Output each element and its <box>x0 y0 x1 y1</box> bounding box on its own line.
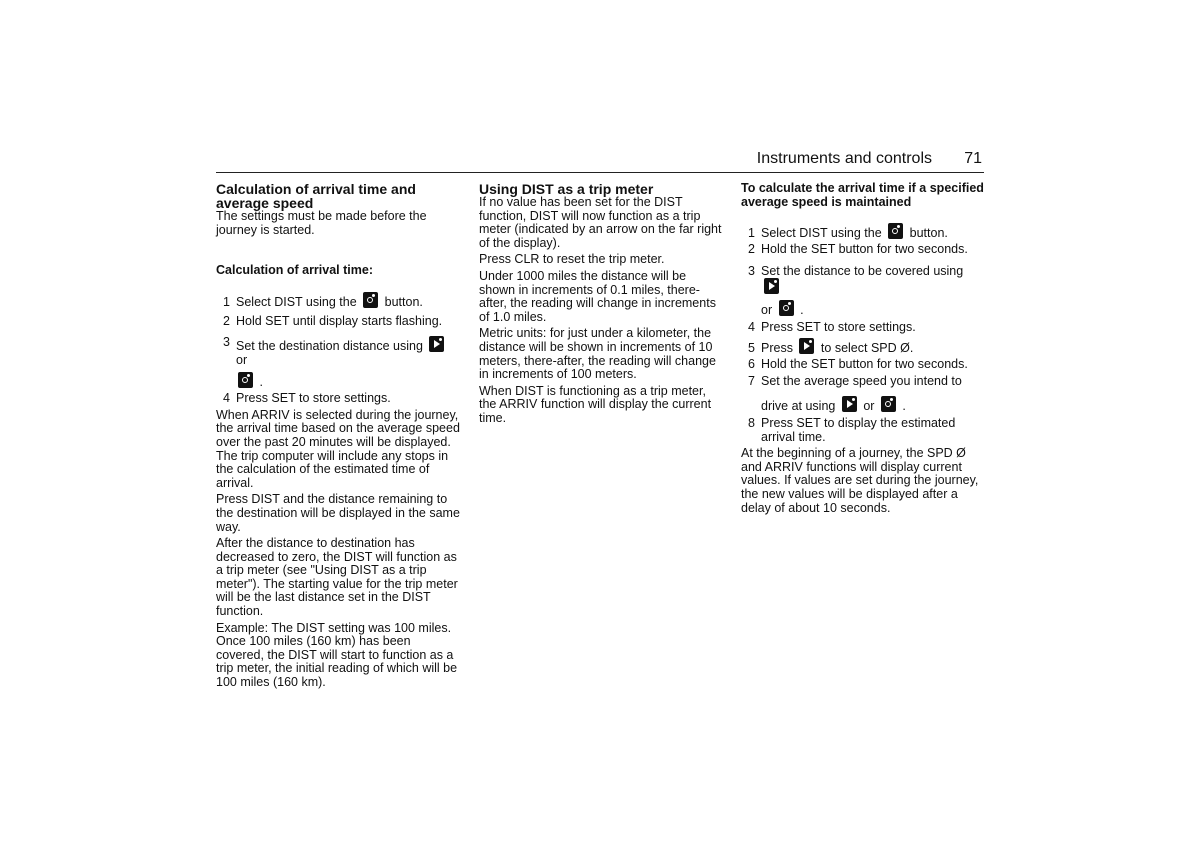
arrival-paragraph-1: When ARRIV is selected during the journey, the arrival time based on the average speed over the past 20 minutes will be displayed. The trip computer will include any stops in the calculation of the estimated time of arrival. <box>216 407 460 490</box>
page-number: 71 <box>964 150 982 167</box>
step-text: button. <box>909 226 948 241</box>
trip-meter-paragraph-3: Under 1000 miles the distance will be shown in increments of 0.1 miles, there-after, the reading will change in increments of 1.0 miles. <box>479 268 716 324</box>
average-speed-heading: To calculate the arrival time if a specified average speed is maintained <box>741 181 984 209</box>
arrival-intro: The settings must be made before the journey is started. <box>216 209 427 237</box>
step-text: . <box>800 302 804 317</box>
step-number: 7 <box>748 373 755 388</box>
speed-step-8 <box>741 417 985 444</box>
dist-button-icon <box>881 396 896 412</box>
trip-meter-paragraph-4: Metric units: for just under a kilometer, the distance will be shown in increments of 10 meters, there-after, the reading will change in increments of 100 meters. <box>479 326 716 382</box>
step-number: 4 <box>748 319 755 334</box>
step-text: drive at using <box>761 399 836 414</box>
step-text: Hold the SET button for two seconds. <box>761 357 968 372</box>
trip-meter-paragraph-1: If no value has been set for the DIST function, DIST will now function as a trip meter (indicated by an arrow on the far right of the display). <box>479 195 722 250</box>
trip-meter-heading: Using DIST as a trip meter <box>479 181 654 197</box>
average-speed-steps <box>741 223 985 444</box>
arrival-paragraph-2: Press DIST and the distance remaining to the destination will be displayed in the same way. <box>216 492 460 534</box>
dist-button-icon <box>779 300 794 316</box>
step-text: or <box>761 302 773 317</box>
step-text: Set the average speed you intend to <box>761 373 962 388</box>
step-text: . <box>259 374 263 389</box>
step-number: 2 <box>223 313 230 328</box>
column-average-speed <box>741 182 985 518</box>
speed-step-2 <box>741 243 985 257</box>
step-text: button. <box>384 294 423 309</box>
step-number: 6 <box>748 357 755 372</box>
column-arrival-calculation <box>216 182 460 693</box>
arrival-paragraph-4: Example: The DIST setting was 100 miles. Once 100 miles (160 km) has been covered, the DIST will start to function as a trip meter, the initial reading of which will be 100 miles (160 km). <box>216 620 458 690</box>
average-speed-paragraph: At the beginning of a journey, the SPD Ø and ARRIV functions will display current values. If values are set during the journey, the new values will be displayed after a delay of about 10 seconds. <box>741 446 979 515</box>
step-text: Set the distance to be covered using <box>761 263 964 278</box>
step-number: 4 <box>223 391 230 406</box>
speed-step-7 <box>741 375 985 414</box>
step-number: 3 <box>223 335 230 350</box>
speed-step-3 <box>741 265 985 318</box>
arrival-step-3 <box>216 336 460 389</box>
speed-step-6 <box>741 358 985 372</box>
step-text: to select SPD Ø. <box>820 341 914 356</box>
column-trip-meter <box>479 182 723 429</box>
step-text: Select DIST using the <box>761 226 882 241</box>
step-text: Select DIST using the <box>236 294 357 309</box>
section-title: Instruments and controls <box>756 150 932 167</box>
trip-meter-paragraph-5: When DIST is functioning as a trip meter, the ARRIV function will display the current time. <box>479 383 712 425</box>
speed-step-5 <box>741 338 985 358</box>
arrival-subheading: Calculation of arrival time: <box>216 263 373 278</box>
step-text: Hold the SET button for two seconds. <box>761 242 968 257</box>
step-number: 3 <box>748 263 755 278</box>
dist-button-icon <box>238 372 253 388</box>
forward-button-icon <box>799 338 814 354</box>
arrival-step-4 <box>216 392 460 406</box>
step-text: . <box>902 399 906 414</box>
arrival-steps <box>216 292 460 406</box>
step-text: Press SET to display the estimated arrival time. <box>761 415 956 444</box>
arrival-step-1 <box>216 292 460 312</box>
speed-step-1 <box>741 223 985 243</box>
step-text: Set the destination distance using <box>236 339 423 354</box>
step-text: Press SET to store settings. <box>236 391 391 406</box>
forward-button-icon <box>842 396 857 412</box>
arrival-step-2 <box>216 315 460 329</box>
page-header <box>216 150 984 173</box>
forward-button-icon <box>429 336 444 352</box>
speed-step-4 <box>741 321 985 335</box>
step-number: 1 <box>223 294 230 309</box>
forward-button-icon <box>764 278 779 294</box>
step-text: or <box>863 399 875 414</box>
dist-button-icon <box>888 223 903 239</box>
step-text: Press SET to store settings. <box>761 319 916 334</box>
step-text: or <box>236 352 248 367</box>
arrival-heading: Calculation of arrival time and average speed <box>216 181 416 211</box>
step-text: Hold SET until display starts flashing. <box>236 313 443 328</box>
step-number: 8 <box>748 415 755 430</box>
step-number: 2 <box>748 242 755 257</box>
arrival-paragraph-3: After the distance to destination has decreased to zero, the DIST will function as a trip meter (see "Using DIST as a trip meter"). The starting value for the trip meter will be the last distance set in the DIST function. <box>216 536 458 619</box>
trip-meter-paragraph-2: Press CLR to reset the trip meter. <box>479 252 665 267</box>
step-number: 1 <box>748 226 755 241</box>
step-text: Press <box>761 341 793 356</box>
step-number: 5 <box>748 341 755 356</box>
dist-button-icon <box>363 292 378 308</box>
